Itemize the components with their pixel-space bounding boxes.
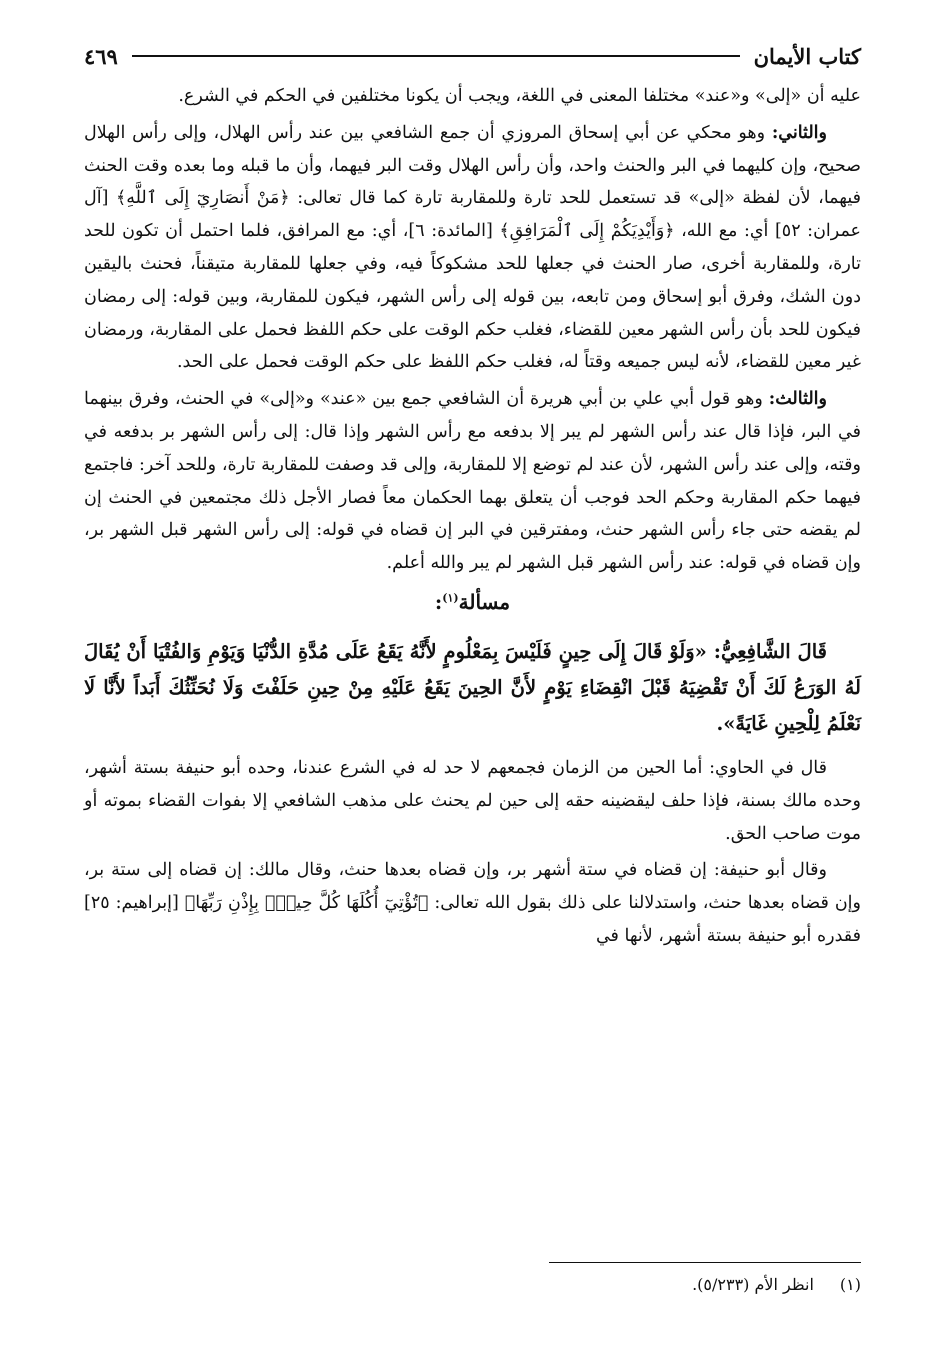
heading-word: مسألة — [458, 589, 511, 614]
paragraph-intro: عليه أن «إلى» و«عند» مختلفا المعنى في اللغة، ويجب أن يكونا مختلفين في الحكم في الشرع. — [178, 86, 861, 106]
paragraph-second-view — [84, 117, 861, 379]
paragraph-abu-hanifa: وقال أبو حنيفة: إن قضاه في ستة أشهر بر، وإن قضاه بعدها حنث، وقال مالك: إن قضاه إلى ستة بر، وإن قضاه بعدها حنث، واستدلالنا على ذلك بقول الله تعالى: ﴿تُؤْتِيٓ أُكُلَهَا كُلَّ حِينٍۭ بِإِذْنِ رَبِّهَا﴾ [إبراهيم: ٢٥] فقدره أبو حنيفة بستة أشهر، لأنها في — [84, 860, 861, 946]
shafii-text: قَالَ الشَّافِعِيُّ: «وَلَوْ قَالَ إِلَى حِينٍ فَلَيْسَ بِمَعْلُومٍ لأَنَّهُ يَقَعُ عَلَى مُدَّةِ الدُّنْيَا وَيَوْمِ وَالفُتْيَا أَنْ يُقَالَ لَهُ الوَرَعُ لَكَ أَنْ تَقْضِيَهُ قَبْلَ انْقِضَاءِ يَوْمٍ لأَنَّ الحِينَ يَقَعُ عَلَيْهِ مِنْ حِينِ حَلَفْتَ وَلَا نُحَنِّثُكَ أَبَداً لأَنَّا لَا نَعْلَمُ لِلْحِينِ غَايَةً». — [84, 639, 861, 735]
footnote-text: انظر الأم (٥/٢٣٣). — [692, 1275, 814, 1294]
paragraph-hawi: قال في الحاوي: أما الحين من الزمان فجمعهم لا حد له في الشرع عندنا، وحده أبو حنيفة بستة أشهر، وحده مالك بسنة، فإذا حلف ليقضينه حقه إلى حين لم يحنث على مذهب الشافعي إلا بفوات القضاء بموته أو موت صاحب الحق. — [84, 757, 861, 844]
heading-colon: : — [434, 589, 443, 614]
second-view-text: وهو محكي عن أبي إسحاق المروزي أن جمع الشافعي بين عند رأس الهلال، وإلى رأس الهلال صحيح، وإن كليهما في البر والحنث واحد، وأن رأس الهلال وقت البر فيهما، وأن ما قبله وما بعده وقت الحنث فيهما، لأن لفظة «إلى» قد تستعمل للحد تارة وللمقاربة تارة كما قال تعالى: ﴿مَنْ أَنصَارِيٓ إِلَى ٱللَّهِ﴾ [آل عمران: ٥٢] أي: مع الله، ﴿وَأَيْدِيَكُمْ إِلَى ٱلْمَرَافِقِ﴾ [المائدة: ٦]، أي: مع المرافق، فلما احتمل أن تكون للحد تارة، وللمقاربة أخرى، صار الحنث في جعلها للحد مشكوكاً فيه، وفي جعلها للمقاربة متيقناً، فحنث باليقين دون الشك، وفرق أبو إسحاق ومن تابعه، بين قوله إلى رأس الشهر، فيكون للمقاربة، وبين قوله: إلى رمضان فيكون للحد بأن رأس الشهر معين للقضاء، فغلب حكم الوقت على حكم اللفظ فحمل على المقاربة، ورمضان غير معين للقضاء، لأنه ليس جميعه وقتاً له، فغلب حكم اللفظ على حكم الوقت فحمل على الحد. — [84, 122, 861, 373]
running-header — [84, 36, 861, 76]
header-rule — [132, 55, 740, 57]
third-view-text: وهو قول أبي علي بن أبي هريرة أن الشافعي جمع بين «عند» و«إلى» في الحنث، وفرق بينهما في البر، فإذا قال عند رأس الشهر لم يبر إلا بدفعه مع رأس الشهر وإذا قال: إلى رأس الشهر بر بدفعه في وقته، وإلى عند رأس الشهر، لأن عند لم توضع إلا للمقاربة، وإلى قد وصفت للمقاربة تارة، وللحد آخر: فاجتمع فيهما حكم المقاربة وحكم الحد فوجب أن يتعلق بهما الحكمان معاً فصار الأجل ذلك مجتمعين في الحنث إن لم يقضه حتى جاء رأس الشهر حنث، ومفترقين في البر إن قضاه في قوله: إلى رأس الشهر قبل الشهر بر، وإن قضاه في قوله: عند رأس الشهر قبل الشهر لم يبر والله أعلم. — [84, 389, 861, 574]
footnotes — [84, 1262, 861, 1294]
heading-footnote-ref: (١) — [442, 591, 459, 605]
footnote-rule — [549, 1262, 861, 1263]
footnote-number: (١) — [839, 1275, 861, 1294]
section-heading — [84, 590, 861, 614]
chapter-title: كتاب الأيمان — [753, 43, 861, 69]
third-view-label: والثالث: — [768, 389, 827, 410]
paragraph-third-view — [84, 383, 861, 580]
second-view-label: والثاني: — [771, 122, 827, 143]
footnote-item — [84, 1275, 861, 1294]
page-number: ٤٦٩ — [84, 43, 118, 69]
